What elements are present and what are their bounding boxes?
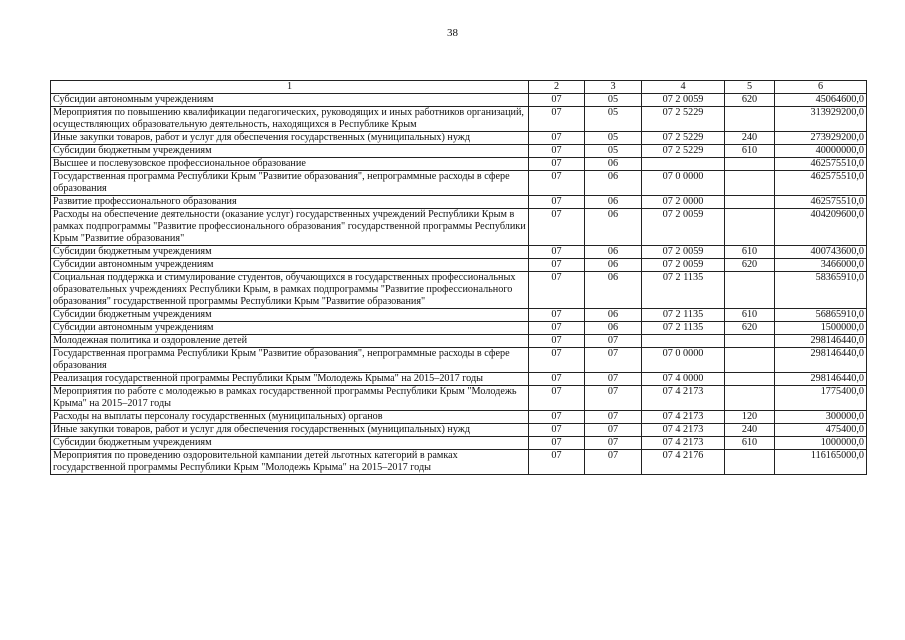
row-code-cell: 07 2 5229 [642, 145, 725, 158]
row-name-cell: Расходы на выплаты персоналу государственных (муниципальных) органов [51, 411, 529, 424]
row-amount-cell: 116165000,0 [775, 450, 867, 475]
table-row [51, 132, 867, 145]
row-code-cell: 07 4 2173 [642, 424, 725, 437]
row-subsection-cell: 06 [585, 259, 642, 272]
row-section-cell: 07 [529, 259, 585, 272]
row-subsection-cell: 05 [585, 132, 642, 145]
row-type-cell [725, 386, 775, 411]
row-amount-cell: 3466000,0 [775, 259, 867, 272]
row-type-cell [725, 348, 775, 373]
table-row [51, 322, 867, 335]
row-type-cell [725, 171, 775, 196]
table-row [51, 437, 867, 450]
row-code-cell [642, 335, 725, 348]
row-section-cell: 07 [529, 335, 585, 348]
row-type-cell: 240 [725, 424, 775, 437]
table-row [51, 196, 867, 209]
row-amount-cell: 58365910,0 [775, 272, 867, 309]
table-row [51, 209, 867, 246]
row-section-cell: 07 [529, 450, 585, 475]
page-number: 38 [447, 27, 458, 39]
row-name-cell: Мероприятия по повышению квалификации педагогических, руководящих и иных работников организаций, осуществляющих образовательную деятельность, находящихся в Республике Крым [51, 107, 529, 132]
row-type-cell: 620 [725, 322, 775, 335]
row-section-cell: 07 [529, 209, 585, 246]
row-amount-cell: 462575510,0 [775, 158, 867, 171]
row-code-cell: 07 2 1135 [642, 272, 725, 309]
row-type-cell: 610 [725, 246, 775, 259]
row-name-cell: Субсидии автономным учреждениям [51, 322, 529, 335]
row-name-cell: Субсидии бюджетным учреждениям [51, 309, 529, 322]
header-row [51, 81, 867, 94]
table-row [51, 272, 867, 309]
row-subsection-cell: 07 [585, 373, 642, 386]
row-section-cell: 07 [529, 309, 585, 322]
row-code-cell: 07 4 0000 [642, 373, 725, 386]
table-row [51, 107, 867, 132]
row-amount-cell: 298146440,0 [775, 335, 867, 348]
row-section-cell: 07 [529, 322, 585, 335]
row-name-cell: Реализация государственной программы Республики Крым "Молодежь Крыма" на 2015–2017 годы [51, 373, 529, 386]
row-section-cell: 07 [529, 246, 585, 259]
row-type-cell [725, 107, 775, 132]
row-subsection-cell: 07 [585, 348, 642, 373]
row-subsection-cell: 05 [585, 94, 642, 107]
table-row [51, 158, 867, 171]
row-name-cell: Мероприятия по работе с молодежью в рамках государственной программы Республики Крым "Молодежь Крыма" на 2015–2017 годы [51, 386, 529, 411]
row-code-cell: 07 2 1135 [642, 309, 725, 322]
row-subsection-cell: 06 [585, 158, 642, 171]
row-section-cell: 07 [529, 94, 585, 107]
row-type-cell: 620 [725, 259, 775, 272]
row-amount-cell: 273929200,0 [775, 132, 867, 145]
row-amount-cell: 475400,0 [775, 424, 867, 437]
row-subsection-cell: 06 [585, 322, 642, 335]
row-type-cell [725, 335, 775, 348]
column-header: 4 [642, 81, 725, 94]
row-type-cell [725, 450, 775, 475]
column-header: 1 [51, 81, 529, 94]
budget-table [50, 80, 867, 475]
row-amount-cell: 462575510,0 [775, 196, 867, 209]
row-amount-cell: 298146440,0 [775, 348, 867, 373]
row-section-cell: 07 [529, 196, 585, 209]
row-name-cell: Субсидии автономным учреждениям [51, 259, 529, 272]
row-type-cell [725, 209, 775, 246]
row-amount-cell: 40000000,0 [775, 145, 867, 158]
row-amount-cell: 45064600,0 [775, 94, 867, 107]
row-name-cell: Мероприятия по проведению оздоровительной кампании детей льготных категорий в рамках государственной программы Республики Крым "Молодежь Крыма" на 2015–2017 годы [51, 450, 529, 475]
row-section-cell: 07 [529, 437, 585, 450]
row-section-cell: 07 [529, 424, 585, 437]
row-name-cell: Иные закупки товаров, работ и услуг для обеспечения государственных (муниципальных) нужд [51, 424, 529, 437]
row-code-cell: 07 4 2173 [642, 411, 725, 424]
column-header: 6 [775, 81, 867, 94]
row-subsection-cell: 07 [585, 424, 642, 437]
table-row [51, 411, 867, 424]
row-subsection-cell: 06 [585, 272, 642, 309]
row-subsection-cell: 07 [585, 411, 642, 424]
row-type-cell: 610 [725, 309, 775, 322]
row-type-cell: 610 [725, 145, 775, 158]
table-row [51, 335, 867, 348]
row-name-cell: Развитие профессионального образования [51, 196, 529, 209]
row-code-cell: 07 2 1135 [642, 322, 725, 335]
column-header: 3 [585, 81, 642, 94]
row-name-cell: Субсидии бюджетным учреждениям [51, 145, 529, 158]
row-subsection-cell: 05 [585, 107, 642, 132]
row-code-cell: 07 2 0059 [642, 209, 725, 246]
row-amount-cell: 400743600,0 [775, 246, 867, 259]
row-subsection-cell: 06 [585, 309, 642, 322]
row-subsection-cell: 07 [585, 335, 642, 348]
row-code-cell: 07 2 0000 [642, 196, 725, 209]
row-section-cell: 07 [529, 411, 585, 424]
row-name-cell: Расходы на обеспечение деятельности (оказание услуг) государственных учреждений Республики Крым в рамках подпрограммы "Развитие профессионального образования" государственной программы Республики Крым "Развитие образования" [51, 209, 529, 246]
table-row [51, 348, 867, 373]
row-amount-cell: 1000000,0 [775, 437, 867, 450]
column-header: 2 [529, 81, 585, 94]
row-name-cell: Иные закупки товаров, работ и услуг для обеспечения государственных (муниципальных) нужд [51, 132, 529, 145]
row-type-cell [725, 373, 775, 386]
row-type-cell: 240 [725, 132, 775, 145]
row-code-cell: 07 4 2173 [642, 386, 725, 411]
row-code-cell: 07 2 5229 [642, 132, 725, 145]
row-type-cell: 120 [725, 411, 775, 424]
row-name-cell: Государственная программа Республики Крым "Развитие образования", непрограммные расходы в сфере образования [51, 171, 529, 196]
row-amount-cell: 56865910,0 [775, 309, 867, 322]
row-amount-cell: 404209600,0 [775, 209, 867, 246]
column-header: 5 [725, 81, 775, 94]
row-name-cell: Субсидии бюджетным учреждениям [51, 246, 529, 259]
table-row [51, 424, 867, 437]
row-section-cell: 07 [529, 272, 585, 309]
row-code-cell: 07 4 2173 [642, 437, 725, 450]
row-type-cell [725, 196, 775, 209]
row-type-cell [725, 272, 775, 309]
table-row [51, 450, 867, 475]
table-row [51, 94, 867, 107]
row-section-cell: 07 [529, 107, 585, 132]
row-code-cell: 07 2 0059 [642, 94, 725, 107]
row-type-cell: 610 [725, 437, 775, 450]
row-code-cell: 07 0 0000 [642, 171, 725, 196]
row-amount-cell: 462575510,0 [775, 171, 867, 196]
row-code-cell: 07 2 0059 [642, 246, 725, 259]
row-name-cell: Субсидии автономным учреждениям [51, 94, 529, 107]
row-subsection-cell: 07 [585, 450, 642, 475]
row-subsection-cell: 06 [585, 171, 642, 196]
row-section-cell: 07 [529, 171, 585, 196]
table-row [51, 145, 867, 158]
row-name-cell: Социальная поддержка и стимулирование студентов, обучающихся в государственных профессиональных образовательных учреждениях Республики Крым, в рамках подпрограммы "Развитие профессионального образования" государственной программы Республики Крым "Развитие образования" [51, 272, 529, 309]
row-name-cell: Государственная программа Республики Крым "Развитие образования", непрограммные расходы в сфере образования [51, 348, 529, 373]
row-code-cell: 07 2 5229 [642, 107, 725, 132]
row-section-cell: 07 [529, 132, 585, 145]
row-code-cell: 07 2 0059 [642, 259, 725, 272]
row-section-cell: 07 [529, 373, 585, 386]
row-code-cell: 07 4 2176 [642, 450, 725, 475]
row-code-cell: 07 0 0000 [642, 348, 725, 373]
row-amount-cell: 1775400,0 [775, 386, 867, 411]
row-name-cell: Субсидии бюджетным учреждениям [51, 437, 529, 450]
row-section-cell: 07 [529, 348, 585, 373]
table-row [51, 259, 867, 272]
row-subsection-cell: 07 [585, 437, 642, 450]
row-type-cell: 620 [725, 94, 775, 107]
row-section-cell: 07 [529, 386, 585, 411]
table-row [51, 309, 867, 322]
row-code-cell [642, 158, 725, 171]
table-row [51, 373, 867, 386]
table-row [51, 246, 867, 259]
row-amount-cell: 298146440,0 [775, 373, 867, 386]
row-subsection-cell: 06 [585, 246, 642, 259]
table-row [51, 386, 867, 411]
row-section-cell: 07 [529, 145, 585, 158]
row-amount-cell: 1500000,0 [775, 322, 867, 335]
row-subsection-cell: 06 [585, 209, 642, 246]
row-name-cell: Высшее и послевузовское профессиональное образование [51, 158, 529, 171]
row-type-cell [725, 158, 775, 171]
row-subsection-cell: 06 [585, 196, 642, 209]
row-amount-cell: 313929200,0 [775, 107, 867, 132]
row-subsection-cell: 07 [585, 386, 642, 411]
row-subsection-cell: 05 [585, 145, 642, 158]
row-amount-cell: 300000,0 [775, 411, 867, 424]
table-row [51, 171, 867, 196]
row-section-cell: 07 [529, 158, 585, 171]
row-name-cell: Молодежная политика и оздоровление детей [51, 335, 529, 348]
